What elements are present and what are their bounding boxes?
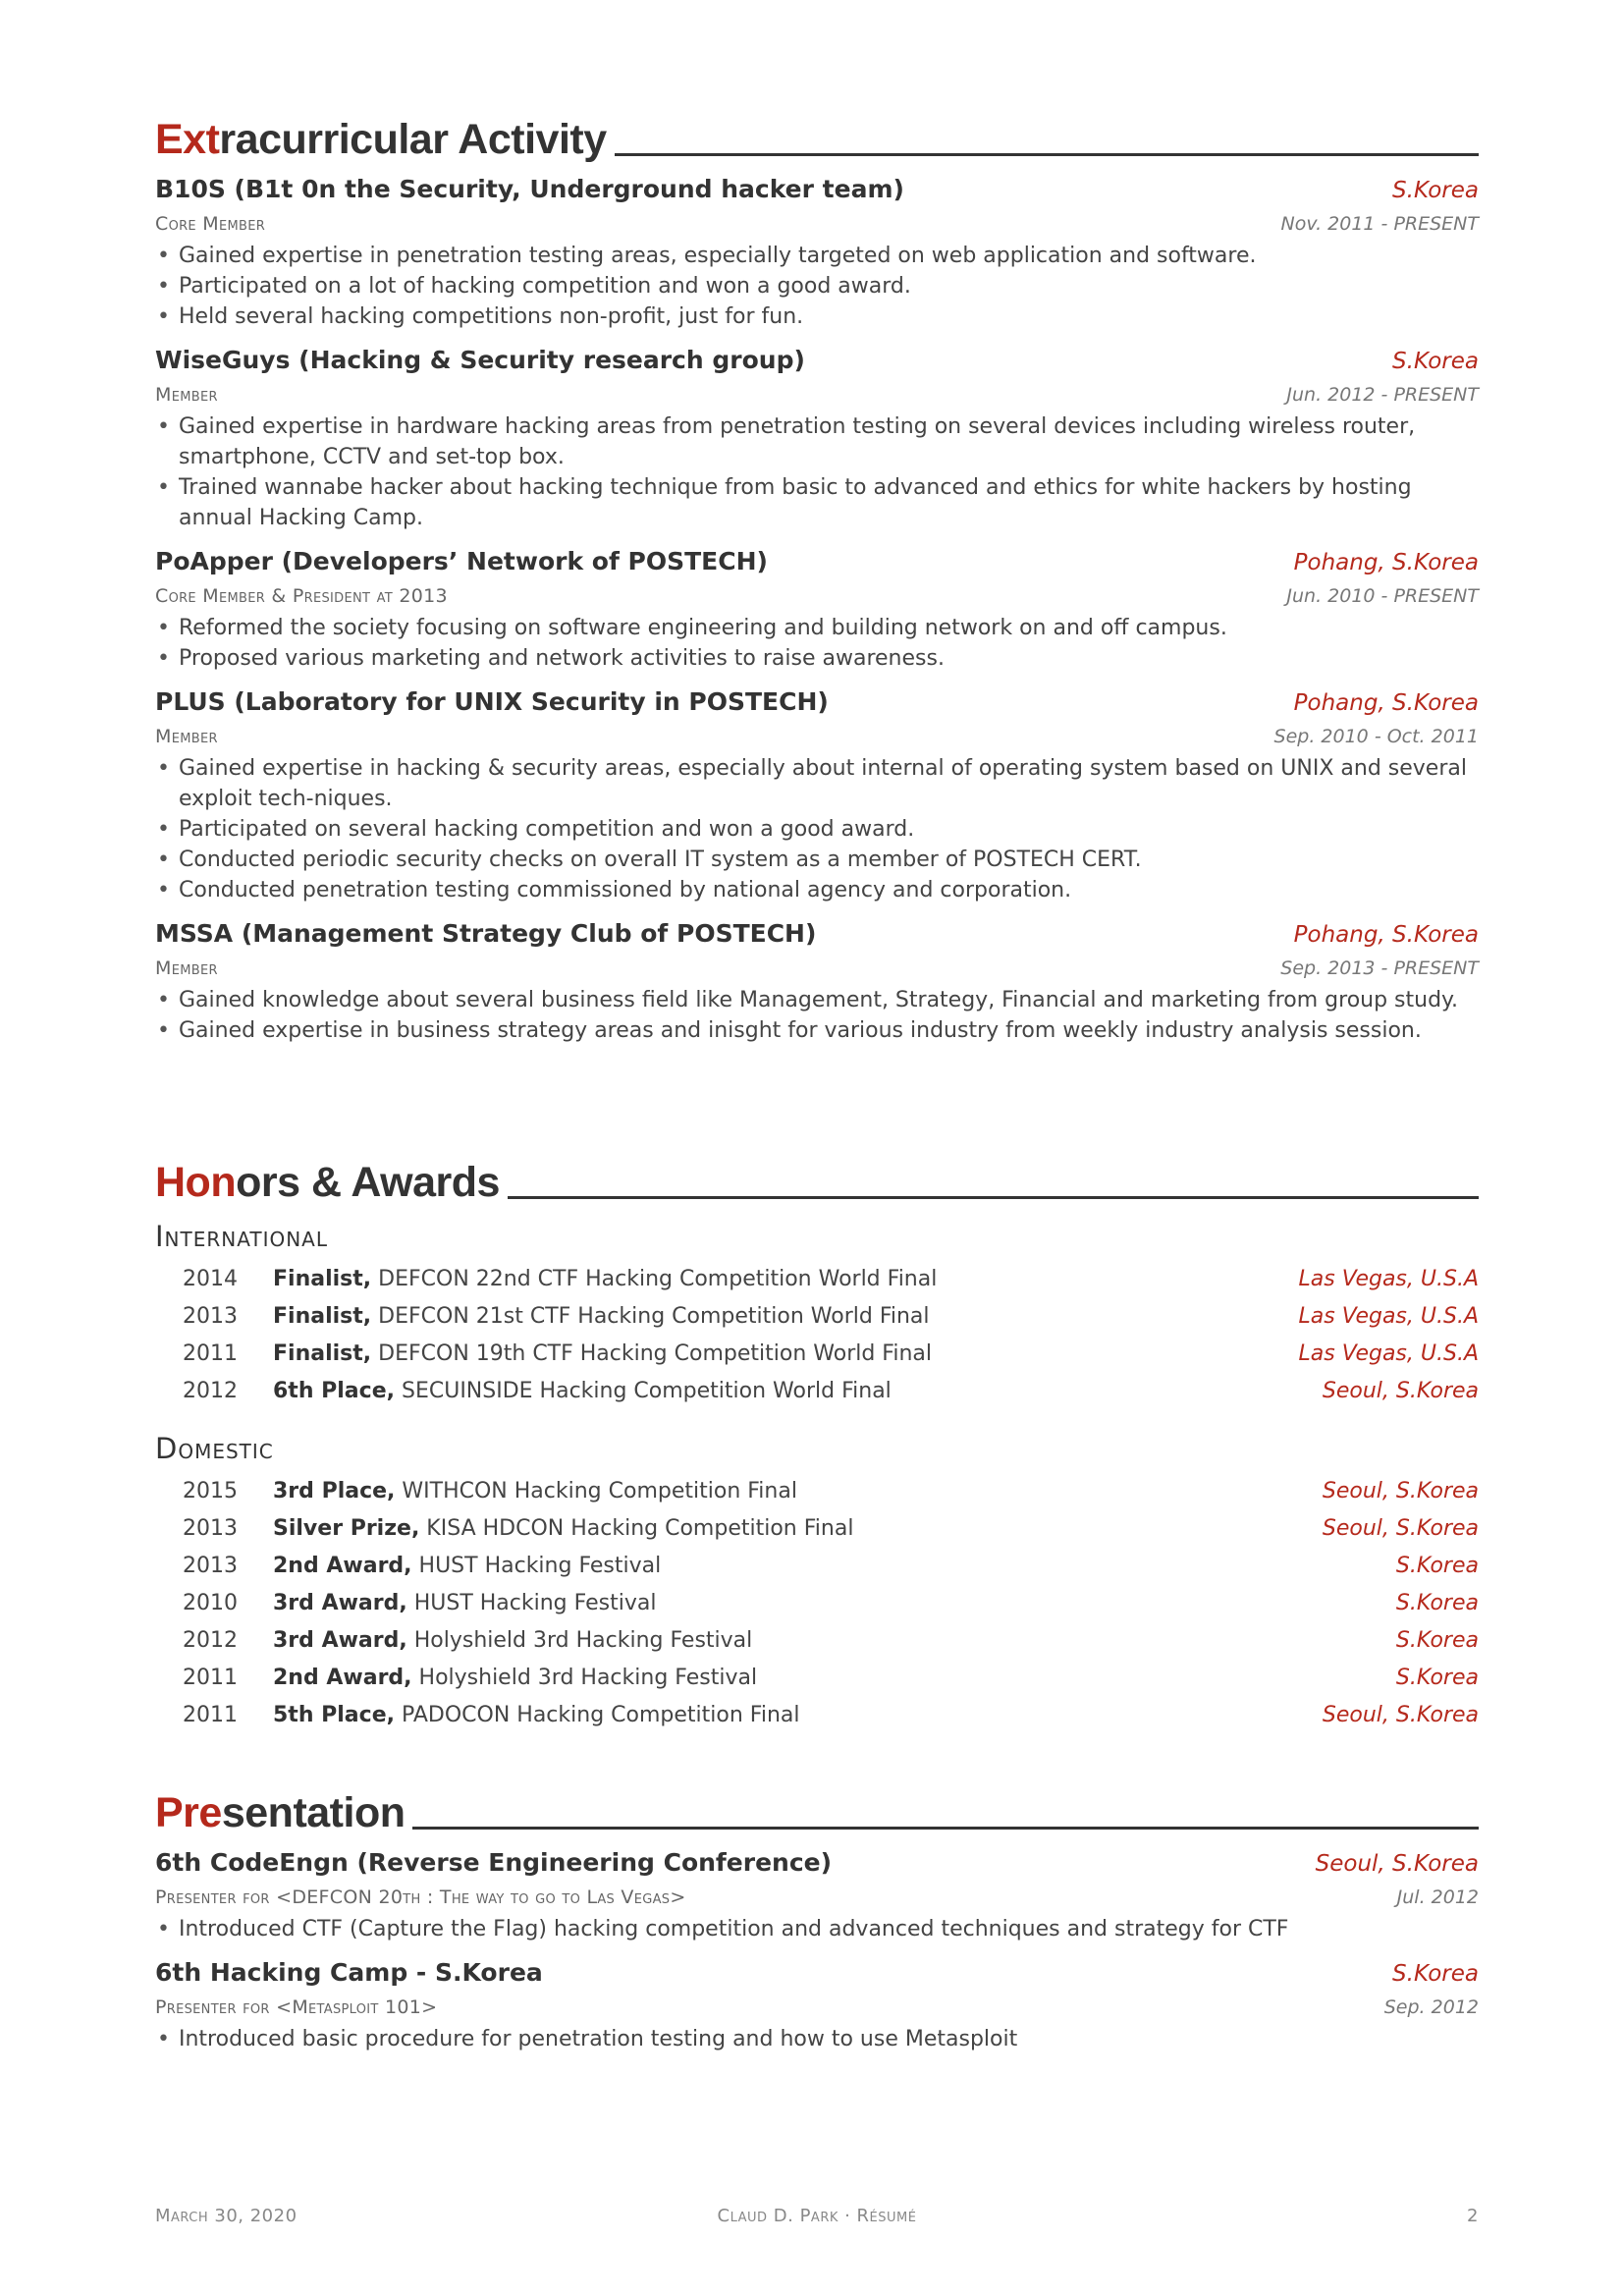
- bullet-icon: •: [157, 1917, 170, 1941]
- section-header: [155, 94, 1479, 161]
- honor-award: 6th Place,: [273, 1379, 395, 1403]
- honor-award: 3rd Award,: [273, 1591, 407, 1615]
- honor-event: PADOCON Hacking Competition Final: [401, 1703, 800, 1727]
- honor-description: [238, 1267, 1299, 1291]
- entry-header-row: [155, 346, 1479, 374]
- list-item-text: Participated on a lot of hacking competition and won a good award.: [179, 274, 911, 299]
- list-item: [155, 753, 1479, 814]
- section-title-accent: Ext: [155, 116, 220, 163]
- entry: [155, 919, 1479, 1046]
- presentation-section: [155, 1768, 1479, 2054]
- entry-organization: WiseGuys (Hacking & Security research group): [155, 346, 805, 374]
- honor-year: 2013: [183, 1304, 238, 1329]
- entry-role: Member: [155, 384, 218, 406]
- honor-location: Las Vegas, U.S.A: [1298, 1304, 1479, 1329]
- honor-description: [238, 1516, 1323, 1541]
- entry-date: Nov. 2011 - PRESENT: [1280, 213, 1479, 235]
- entry-location: Seoul, S.Korea: [1315, 1851, 1479, 1877]
- honor-row: [155, 1703, 1479, 1740]
- entry-location: S.Korea: [1392, 178, 1479, 203]
- entry-role: Core Member: [155, 213, 266, 235]
- entry: [155, 175, 1479, 332]
- honor-location: S.Korea: [1395, 1628, 1479, 1653]
- bullet-icon: •: [157, 304, 170, 329]
- entry-item-list: [155, 613, 1479, 674]
- entry: [155, 1958, 1479, 2054]
- honors-section: [155, 1137, 1479, 1740]
- honors-group-title: Domestic: [155, 1432, 274, 1465]
- honor-location: S.Korea: [1395, 1554, 1479, 1578]
- list-item-text: Conducted periodic security checks on overall IT system as a member of POSTECH CERT.: [179, 847, 1142, 872]
- list-item: [155, 985, 1479, 1015]
- honor-award: 2nd Award,: [273, 1666, 412, 1690]
- bullet-icon: •: [157, 616, 170, 640]
- honor-description: [238, 1341, 1299, 1366]
- entry-subheader-row: [155, 384, 1479, 406]
- honor-description: [238, 1554, 1396, 1578]
- entry: [155, 346, 1479, 533]
- entry-item-list: [155, 411, 1479, 533]
- honor-year: 2014: [183, 1267, 238, 1291]
- honor-location: Las Vegas, U.S.A: [1298, 1341, 1479, 1366]
- entry-item-list: [155, 2024, 1479, 2054]
- entry-organization: MSSA (Management Strategy Club of POSTECH): [155, 919, 817, 948]
- bullet-icon: •: [157, 988, 170, 1012]
- entry-location: Pohang, S.Korea: [1293, 690, 1479, 716]
- entry-organization: 6th Hacking Camp - S.Korea: [155, 1958, 543, 1987]
- honor-award: 3rd Place,: [273, 1479, 396, 1503]
- footer-center: Claud D. Park · Résumé: [717, 2206, 917, 2226]
- honor-description: [238, 1703, 1323, 1727]
- honor-row: [155, 1666, 1479, 1703]
- footer-date: March 30, 2020: [155, 2206, 298, 2226]
- honor-year: 2013: [183, 1516, 238, 1541]
- honor-year: 2012: [183, 1379, 238, 1403]
- entry-role: Member: [155, 726, 218, 747]
- entry-location: S.Korea: [1392, 349, 1479, 374]
- list-item-text: Conducted penetration testing commissioned by national agency and corporation.: [179, 878, 1072, 902]
- list-item: [155, 613, 1479, 643]
- entry-header-row: [155, 175, 1479, 203]
- section-rule: [615, 153, 1479, 156]
- entry-header-row: [155, 1958, 1479, 1987]
- honors-groups: [155, 1220, 1479, 1740]
- list-item: [155, 1015, 1479, 1046]
- honors-group-title: International: [155, 1220, 328, 1253]
- entry-location: S.Korea: [1392, 1961, 1479, 1987]
- list-item-text: Introduced basic procedure for penetration testing and how to use Metasploit: [179, 2027, 1018, 2051]
- entry-location: Pohang, S.Korea: [1293, 550, 1479, 575]
- honor-row: [155, 1341, 1479, 1379]
- entry-header-row: [155, 687, 1479, 716]
- extracurricular-entries: [155, 175, 1479, 1046]
- honor-year: 2010: [183, 1591, 238, 1615]
- entry-role: Presenter for <Metasploit 101>: [155, 1996, 438, 2018]
- list-item-text: Gained expertise in hacking & security areas, especially about internal of operating system based on UNIX and several exploit tech-niques.: [179, 756, 1467, 811]
- bullet-icon: •: [157, 274, 170, 299]
- entry-subheader-row: [155, 213, 1479, 235]
- honor-award: 5th Place,: [273, 1703, 395, 1727]
- honor-year: 2011: [183, 1666, 238, 1690]
- entry-date: Sep. 2012: [1383, 1996, 1479, 2018]
- honor-description: [238, 1304, 1299, 1329]
- entry-subheader-row: [155, 726, 1479, 747]
- list-item-text: Gained expertise in business strategy areas and inisght for various industry from weekly industry analysis session.: [179, 1018, 1422, 1043]
- list-item-text: Gained expertise in hardware hacking areas from penetration testing on several devices including wireless router, smartphone, CCTV and set-top box.: [179, 414, 1416, 469]
- list-item-text: Introduced CTF (Capture the Flag) hacking competition and advanced techniques and strategy for CTF: [179, 1917, 1289, 1941]
- honor-year: 2015: [183, 1479, 238, 1503]
- list-item-text: Gained expertise in penetration testing areas, especially targeted on web application and software.: [179, 244, 1257, 268]
- bullet-icon: •: [157, 817, 170, 842]
- entry-subheader-row: [155, 1996, 1479, 2018]
- list-item: [155, 1914, 1479, 1944]
- honor-event: DEFCON 19th CTF Hacking Competition World Final: [378, 1341, 933, 1366]
- honor-location: Seoul, S.Korea: [1322, 1516, 1479, 1541]
- honor-award: Finalist,: [273, 1267, 372, 1291]
- section-title-accent: Hon: [155, 1159, 237, 1206]
- section-header: [155, 1137, 1479, 1204]
- extracurricular-section: [155, 94, 1479, 1046]
- entry-organization: 6th CodeEngn (Reverse Engineering Conference): [155, 1848, 833, 1877]
- bullet-icon: •: [157, 646, 170, 671]
- section-header: [155, 1768, 1479, 1834]
- list-item-text: Gained knowledge about several business field like Management, Strategy, Financial and marketing from group study.: [179, 988, 1458, 1012]
- entry-location: Pohang, S.Korea: [1293, 922, 1479, 948]
- honor-row: [155, 1304, 1479, 1341]
- entry: [155, 1848, 1479, 1944]
- list-item: [155, 411, 1479, 472]
- list-item: [155, 845, 1479, 875]
- bullet-icon: •: [157, 878, 170, 902]
- list-item: [155, 875, 1479, 905]
- honor-award: 2nd Award,: [273, 1554, 412, 1578]
- entry-header-row: [155, 547, 1479, 575]
- honor-event: KISA HDCON Hacking Competition Final: [426, 1516, 854, 1541]
- entry-role: Presenter for <DEFCON 20th : The way to go to Las Vegas>: [155, 1886, 686, 1908]
- section-title-accent: Pre: [155, 1789, 222, 1836]
- entry-date: Jun. 2010 - PRESENT: [1286, 585, 1479, 607]
- bullet-icon: •: [157, 475, 170, 500]
- honor-row: [155, 1591, 1479, 1628]
- entry-organization: PLUS (Laboratory for UNIX Security in POSTECH): [155, 687, 829, 716]
- entry-date: Sep. 2013 - PRESENT: [1280, 957, 1479, 979]
- entry-header-row: [155, 1848, 1479, 1877]
- entry-item-list: [155, 985, 1479, 1046]
- bullet-icon: •: [157, 1018, 170, 1043]
- bullet-icon: •: [157, 756, 170, 781]
- entry-date: Jul. 2012: [1396, 1886, 1479, 1908]
- entry-date: Jun. 2012 - PRESENT: [1286, 384, 1479, 406]
- honor-event: Holyshield 3rd Hacking Festival: [418, 1666, 758, 1690]
- section-title: [155, 116, 607, 163]
- honor-year: 2011: [183, 1703, 238, 1727]
- list-item: [155, 643, 1479, 674]
- list-item: [155, 271, 1479, 301]
- entry-subheader-row: [155, 1886, 1479, 1908]
- list-item-text: Held several hacking competitions non-profit, just for fun.: [179, 304, 804, 329]
- honor-award: Silver Prize,: [273, 1516, 420, 1541]
- honor-row: [155, 1554, 1479, 1591]
- presentation-entries: [155, 1848, 1479, 2054]
- honor-row: [155, 1628, 1479, 1666]
- page-footer: [155, 2206, 1479, 2235]
- entry-subheader-row: [155, 957, 1479, 979]
- honor-location: Las Vegas, U.S.A: [1298, 1267, 1479, 1291]
- footer-page-number: 2: [1467, 2206, 1479, 2226]
- honor-location: S.Korea: [1395, 1666, 1479, 1690]
- section-rule: [412, 1827, 1479, 1830]
- honor-event: Holyshield 3rd Hacking Festival: [413, 1628, 753, 1653]
- honor-event: DEFCON 21st CTF Hacking Competition World Final: [378, 1304, 930, 1329]
- honor-location: S.Korea: [1395, 1591, 1479, 1615]
- bullet-icon: •: [157, 414, 170, 439]
- entry-role: Member: [155, 957, 218, 979]
- entry-date: Sep. 2010 - Oct. 2011: [1273, 726, 1479, 747]
- honor-row: [155, 1379, 1479, 1416]
- section-title: [155, 1159, 500, 1206]
- entry-item-list: [155, 1914, 1479, 1944]
- bullet-icon: •: [157, 2027, 170, 2051]
- honor-event: DEFCON 22nd CTF Hacking Competition World Final: [378, 1267, 938, 1291]
- list-item-text: Trained wannabe hacker about hacking technique from basic to advanced and ethics for white hackers by hosting annual Hacking Camp.: [179, 475, 1412, 530]
- honor-event: HUST Hacking Festival: [418, 1554, 662, 1578]
- honor-event: SECUINSIDE Hacking Competition World Final: [401, 1379, 892, 1403]
- entry-organization: PoApper (Developers’ Network of POSTECH): [155, 547, 768, 575]
- honor-award: Finalist,: [273, 1341, 372, 1366]
- section-title-rest: sentation: [221, 1789, 406, 1836]
- section-title: [155, 1789, 406, 1836]
- list-item-text: Participated on several hacking competition and won a good award.: [179, 817, 915, 842]
- honor-year: 2012: [183, 1628, 238, 1653]
- honor-description: [238, 1379, 1323, 1403]
- honor-row: [155, 1479, 1479, 1516]
- entry-subheader-row: [155, 585, 1479, 607]
- entry: [155, 547, 1479, 674]
- honor-award: 3rd Award,: [273, 1628, 407, 1653]
- honor-description: [238, 1628, 1396, 1653]
- list-item-text: Reformed the society focusing on software engineering and building network on and off campus.: [179, 616, 1227, 640]
- list-item: [155, 2024, 1479, 2054]
- honor-location: Seoul, S.Korea: [1322, 1703, 1479, 1727]
- honor-event: HUST Hacking Festival: [413, 1591, 657, 1615]
- list-item: [155, 814, 1479, 845]
- honor-location: Seoul, S.Korea: [1322, 1379, 1479, 1403]
- honor-award: Finalist,: [273, 1304, 372, 1329]
- entry-organization: B10S (B1t 0n the Security, Underground hacker team): [155, 175, 904, 203]
- list-item: [155, 241, 1479, 271]
- list-item: [155, 472, 1479, 533]
- honor-description: [238, 1479, 1323, 1503]
- entry: [155, 687, 1479, 905]
- honor-event: WITHCON Hacking Competition Final: [402, 1479, 797, 1503]
- honor-description: [238, 1666, 1396, 1690]
- section-title-rest: racurricular Activity: [219, 116, 607, 163]
- list-item: [155, 301, 1479, 332]
- bullet-icon: •: [157, 244, 170, 268]
- honor-row: [155, 1516, 1479, 1554]
- entry-header-row: [155, 919, 1479, 948]
- entry-role: Core Member & President at 2013: [155, 585, 448, 607]
- section-title-rest: ors & Awards: [236, 1159, 500, 1206]
- list-item-text: Proposed various marketing and network activities to raise awareness.: [179, 646, 945, 671]
- honor-description: [238, 1591, 1396, 1615]
- honor-year: 2013: [183, 1554, 238, 1578]
- bullet-icon: •: [157, 847, 170, 872]
- entry-item-list: [155, 241, 1479, 332]
- entry-item-list: [155, 753, 1479, 905]
- honor-year: 2011: [183, 1341, 238, 1366]
- honor-row: [155, 1267, 1479, 1304]
- honor-location: Seoul, S.Korea: [1322, 1479, 1479, 1503]
- section-rule: [508, 1196, 1479, 1199]
